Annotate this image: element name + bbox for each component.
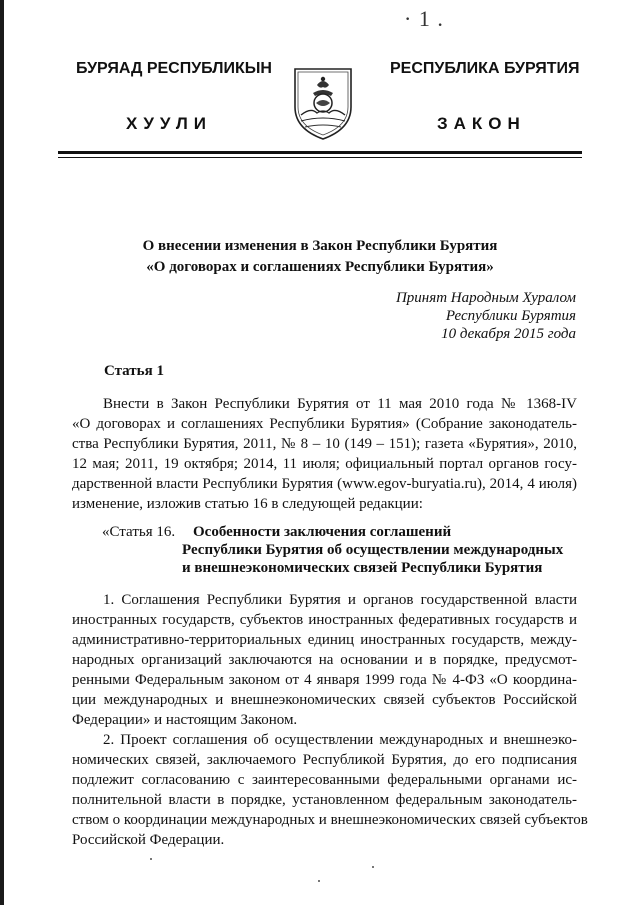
- adoption-note: [396, 289, 576, 343]
- paragraph-2-line: номических связей, заключаемого Республикой Бурятия, до его подписания: [72, 752, 577, 768]
- paragraph-2-line: подлежит согласованию с заинтересованными федеральными органами ис-: [72, 772, 577, 788]
- article-1-line: ства Республики Бурятия, 2011, № 8 – 10 (149 – 151); газета «Бурятия», 2010,: [72, 436, 577, 452]
- header-divider-thick: [58, 151, 582, 154]
- paragraph-1-line: ции международных и внешнеэкономических связей субъектов Российской: [72, 692, 577, 708]
- article-16-title-line: Республики Бурятия об осуществлении международных: [182, 542, 564, 558]
- law-title: [60, 236, 580, 278]
- article-16-prefix: «Статья 16.: [102, 524, 176, 540]
- article-16-title-line: Особенности заключения соглашений: [193, 524, 452, 540]
- scan-speck: [318, 880, 320, 882]
- russian-doc-type: ЗАКОН: [437, 114, 526, 133]
- article-1-heading: Статья 1: [104, 363, 164, 379]
- paragraph-1-line: иностранных государств, субъектов иностранных федеративных государств и: [72, 612, 577, 628]
- paragraph-2-line: 2. Проект соглашения об осуществлении международных и внешнеэко-: [103, 732, 577, 748]
- article-16-title-line: и внешнеэкономических связей Республики Бурятия: [182, 560, 543, 576]
- paragraph-2-line: ством о координации международных и внешнеэкономических связей субъектов: [72, 812, 588, 828]
- corner-mark: · 1 .: [404, 6, 444, 31]
- scan-speck: [372, 866, 374, 868]
- law-title-line: «О договорах и соглашениях Республики Бурятия»: [146, 259, 494, 275]
- adoption-date: 10 декабря 2015 года: [441, 326, 576, 342]
- article-1-line: Внести в Закон Республики Бурятия от 11 мая 2010 года № 1368-IV: [103, 396, 577, 412]
- article-1-line: дарственной власти Республики Бурятия (www.egov-buryatia.ru), 2014, 4 июля): [72, 476, 577, 492]
- paragraph-1-line: народных организаций заключаются на основании и в порядке, предусмот-: [72, 652, 577, 668]
- scan-edge: [0, 0, 4, 905]
- adoption-line: Республики Бурятия: [445, 308, 576, 324]
- buryat-republic-title: БУРЯАД РЕСПУБЛИКЫН: [76, 60, 272, 77]
- paragraph-1-line: административно-территориальных единиц иностранных государств, между-: [72, 632, 577, 648]
- coat-of-arms-emblem: [291, 63, 355, 141]
- article-1-line: 12 мая; 2011, 19 октября; 2014, 11 июля; официальный портал органов госу-: [72, 456, 577, 472]
- article-1-line: «О договорах и соглашениях Республики Бурятия» (Собрание законодатель-: [72, 416, 577, 432]
- header-divider-thin: [58, 157, 582, 158]
- buryat-doc-type: ХУУЛИ: [126, 114, 212, 133]
- paragraph-2-line: полнительной власти в порядке, установленном федеральным законодатель-: [72, 792, 577, 808]
- paragraph-1-line: Федерации» и настоящим Законом.: [72, 712, 298, 728]
- paragraph-1-line: 1. Соглашения Республики Бурятия и органов государственной власти: [103, 592, 577, 608]
- adoption-line: Принят Народным Хуралом: [395, 290, 576, 306]
- russian-republic-title: РЕСПУБЛИКА БУРЯТИЯ: [390, 60, 580, 77]
- paragraph-2-line: Российской Федерации.: [72, 832, 225, 848]
- law-title-line: О внесении изменения в Закон Республики Бурятия: [142, 238, 498, 254]
- scan-speck: [150, 858, 152, 860]
- article-1-line: изменение, изложив статью 16 в следующей редакции:: [72, 496, 423, 512]
- paragraph-1-line: ренными Федеральным законом от 4 января 1999 года № 4-ФЗ «О координа-: [72, 672, 577, 688]
